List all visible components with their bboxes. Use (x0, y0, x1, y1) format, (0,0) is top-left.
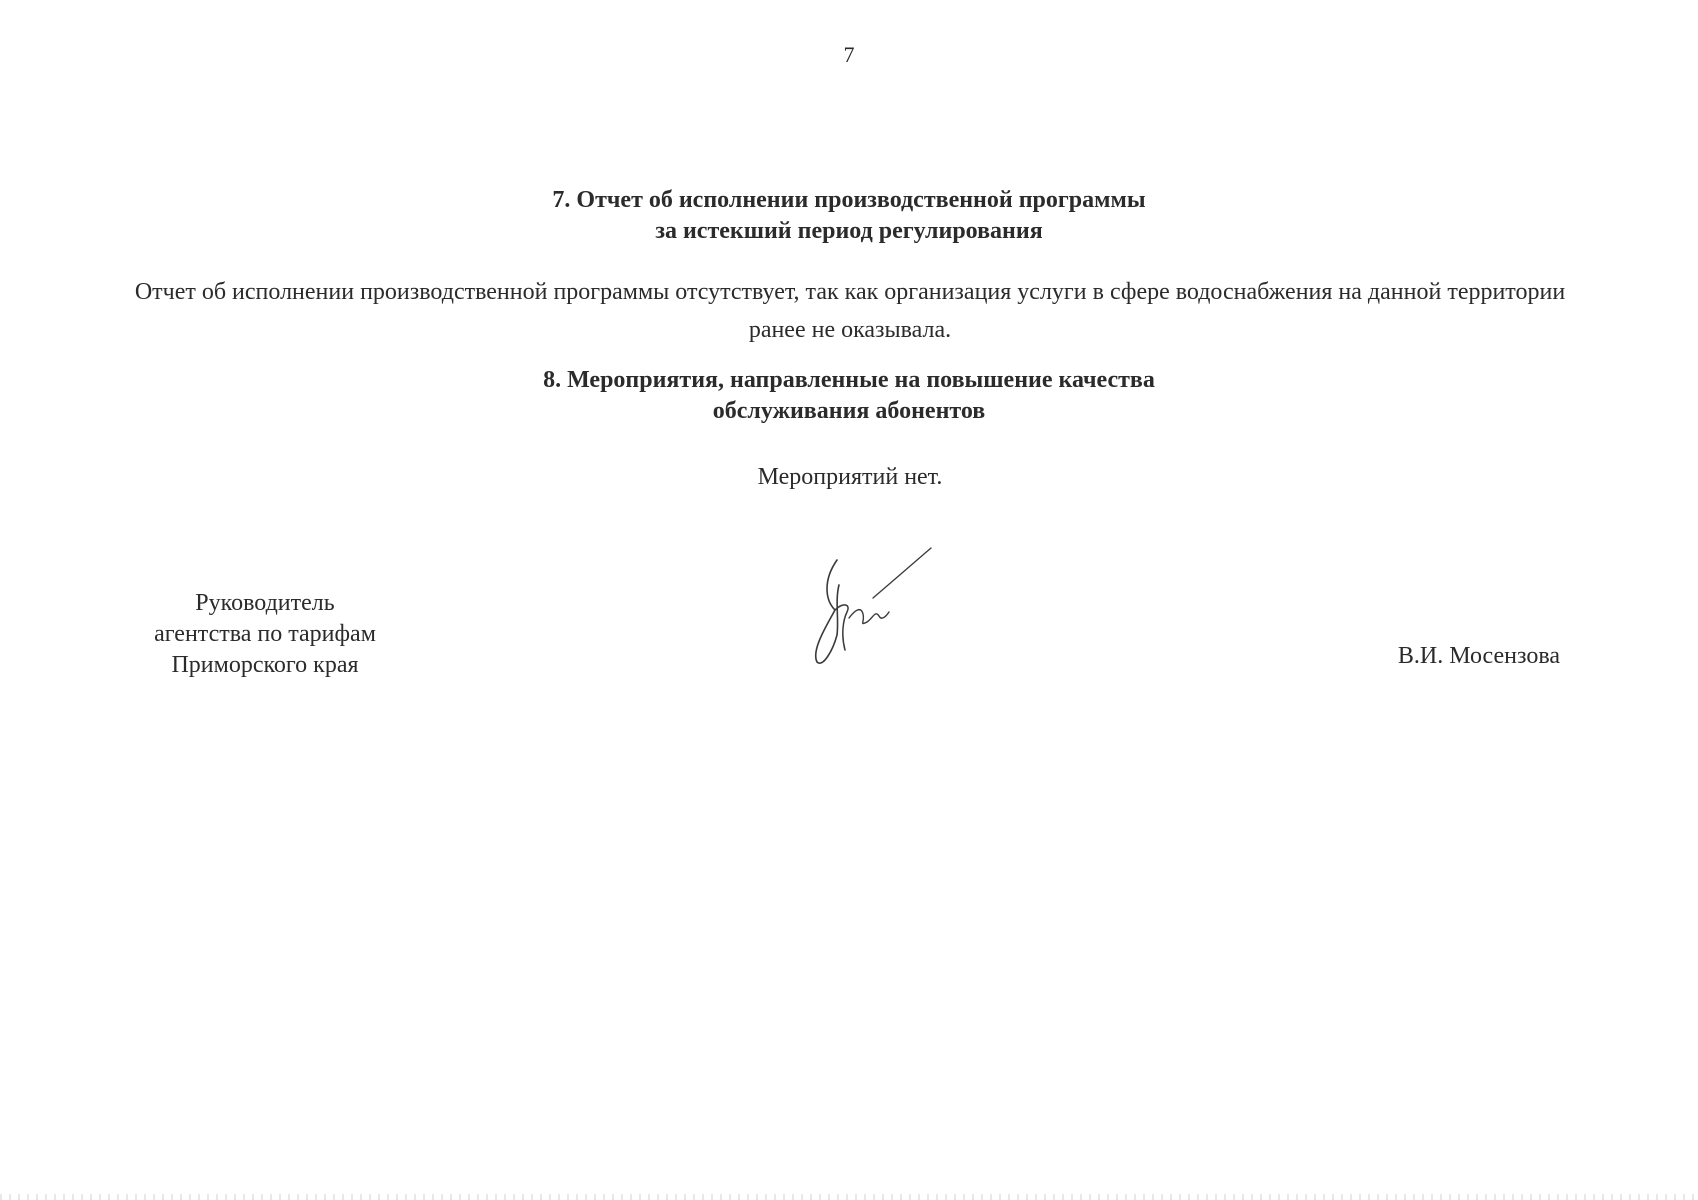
signatory-position-line-2: агентства по тарифам (154, 621, 376, 647)
section-8-paragraph: Мероприятий нет. (757, 464, 943, 490)
section-8-heading (0, 365, 1698, 427)
section-7-heading-line-2: за истекший период регулирования (655, 218, 1043, 244)
signatory-position-line-3: Приморского края (171, 652, 359, 678)
section-8-heading-line-1: 8. Мероприятия, направленные на повышение качества (543, 367, 1155, 393)
section-7-paragraph: Отчет об исполнении производственной программы отсутствует, так как организация услуги в сфере водоснабжения на данной территории ранее не оказывала. (134, 279, 1566, 343)
signatory-position (130, 588, 400, 681)
signatory-position-line-1: Руководитель (195, 590, 335, 616)
signer-name: В.И. Мосензова (1397, 643, 1560, 669)
scan-edge-artifact (0, 1194, 1698, 1200)
page-number: 7 (843, 42, 855, 67)
section-8-heading-line-2: обслуживания абонентов (712, 398, 986, 424)
section-7-heading-line-1: 7. Отчет об исполнении производственной программы (552, 187, 1146, 213)
section-7-heading (0, 185, 1698, 247)
handwritten-signature (805, 540, 935, 670)
